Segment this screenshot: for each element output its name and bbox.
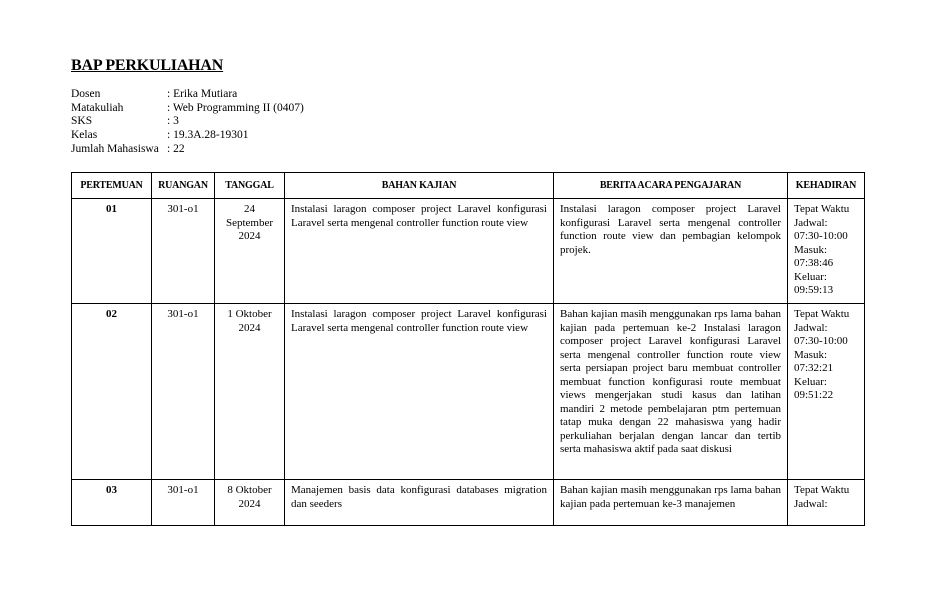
cell-bahan-kajian: Instalasi laragon composer project Laravel konfigurasi Laravel serta mengenal controller function route view [285,304,554,480]
info-value: : 3 [167,115,179,128]
cell-berita-acara: Instalasi laragon composer project Laravel konfigurasi Laravel serta mengenal controller function route view dan pembagian kelompok projek. [554,199,788,304]
kehadiran-line: Masuk: [794,348,827,361]
kehadiran-line: Keluar: [794,375,827,388]
cell-berita-acara: Bahan kajian masih menggunakan rps lama bahan kajian pada pertemuan ke-3 manajemen [554,480,788,526]
header-ruangan: RUANGAN [152,173,215,199]
info-value: : 22 [167,142,185,155]
info-row-matakuliah [71,102,865,116]
header-pertemuan: PERTEMUAN [72,173,152,199]
cell-kehadiran [788,199,865,304]
kehadiran-line: Jadwal: [794,321,828,334]
cell-berita-acara: Bahan kajian masih menggunakan rps lama bahan kajian pada pertemuan ke-2 Instalasi laragon composer project Laravel konfigurasi Laravel serta mengenal controller function route view serta persiapan project baru membuat controller membuat function konfigurasi route membuat views mengerjakan studi kasus dan latihan mandiri 2 metode pembelajaran ptm pertemuan tatap muka dengan 22 mahasiswa yang hadir perkuliahan berjalan dengan lancar dan tertib serta mahasiswa aktif pada saat diskusi [554,304,788,480]
cell-pertemuan: 03 [72,480,152,526]
header-bahan-kajian: BAHAN KAJIAN [285,173,554,199]
kehadiran-line: 07:38:46 [794,257,834,269]
info-label: Jumlah Mahasiswa [71,142,159,155]
kehadiran-line: Jadwal: [794,216,828,229]
info-row-sks [71,115,865,129]
info-row-dosen [71,88,865,102]
cell-ruangan: 301-o1 [152,304,215,480]
cell-tanggal: 8 Oktober 2024 [215,480,285,526]
info-label: Dosen [71,88,101,100]
cell-tanggal: 24 September 2024 [215,199,285,304]
info-value: : 19.3A.28-19301 [167,129,249,142]
info-label: Kelas [71,129,98,142]
kehadiran-line: Jadwal: [794,497,828,510]
kehadiran-line: Tepat Waktu [794,203,850,215]
cell-bahan-kajian: Instalasi laragon composer project Laravel konfigurasi Laravel serta mengenal controller function route view [285,199,554,304]
kehadiran-line: 07:30-10:00 [794,230,848,242]
cell-bahan-kajian: Manajemen basis data konfigurasi databases migration dan seeders [285,480,554,526]
info-value: : Web Programming II (0407) [167,101,304,114]
cell-kehadiran [788,304,865,480]
info-value: : Erika Mutiara [167,88,238,100]
cell-tanggal: 1 Oktober 2024 [215,304,285,480]
cell-ruangan: 301-o1 [152,199,215,304]
info-row-kelas [71,129,865,143]
header-tanggal: TANGGAL [215,173,285,199]
cell-kehadiran [788,480,865,526]
kehadiran-line: Keluar: [794,270,827,283]
table-row [72,480,865,526]
table-header-row [72,173,865,199]
kehadiran-line: Masuk: [794,243,827,256]
bap-table [71,172,865,526]
course-info [71,88,865,157]
header-kehadiran: KEHADIRAN [788,173,865,199]
cell-ruangan: 301-o1 [152,480,215,526]
page-title: BAP PERKULIAHAN [71,57,224,74]
kehadiran-line: 07:30-10:00 [794,335,848,347]
cell-pertemuan: 01 [72,199,152,304]
info-label: Matakuliah [71,101,124,114]
info-row-jumlah-mahasiswa [71,143,865,157]
kehadiran-line: 09:51:22 [794,389,834,401]
table-row [72,304,865,480]
info-label: SKS [71,115,93,128]
kehadiran-line: 09:59:13 [794,284,834,296]
kehadiran-line: Tepat Waktu [794,484,850,496]
kehadiran-line: Tepat Waktu [794,308,850,320]
table-row [72,199,865,304]
document-page [71,56,865,510]
header-berita-acara: BERITA ACARA PENGAJARAN [554,173,788,199]
kehadiran-line: 07:32:21 [794,362,834,374]
cell-pertemuan: 02 [72,304,152,480]
